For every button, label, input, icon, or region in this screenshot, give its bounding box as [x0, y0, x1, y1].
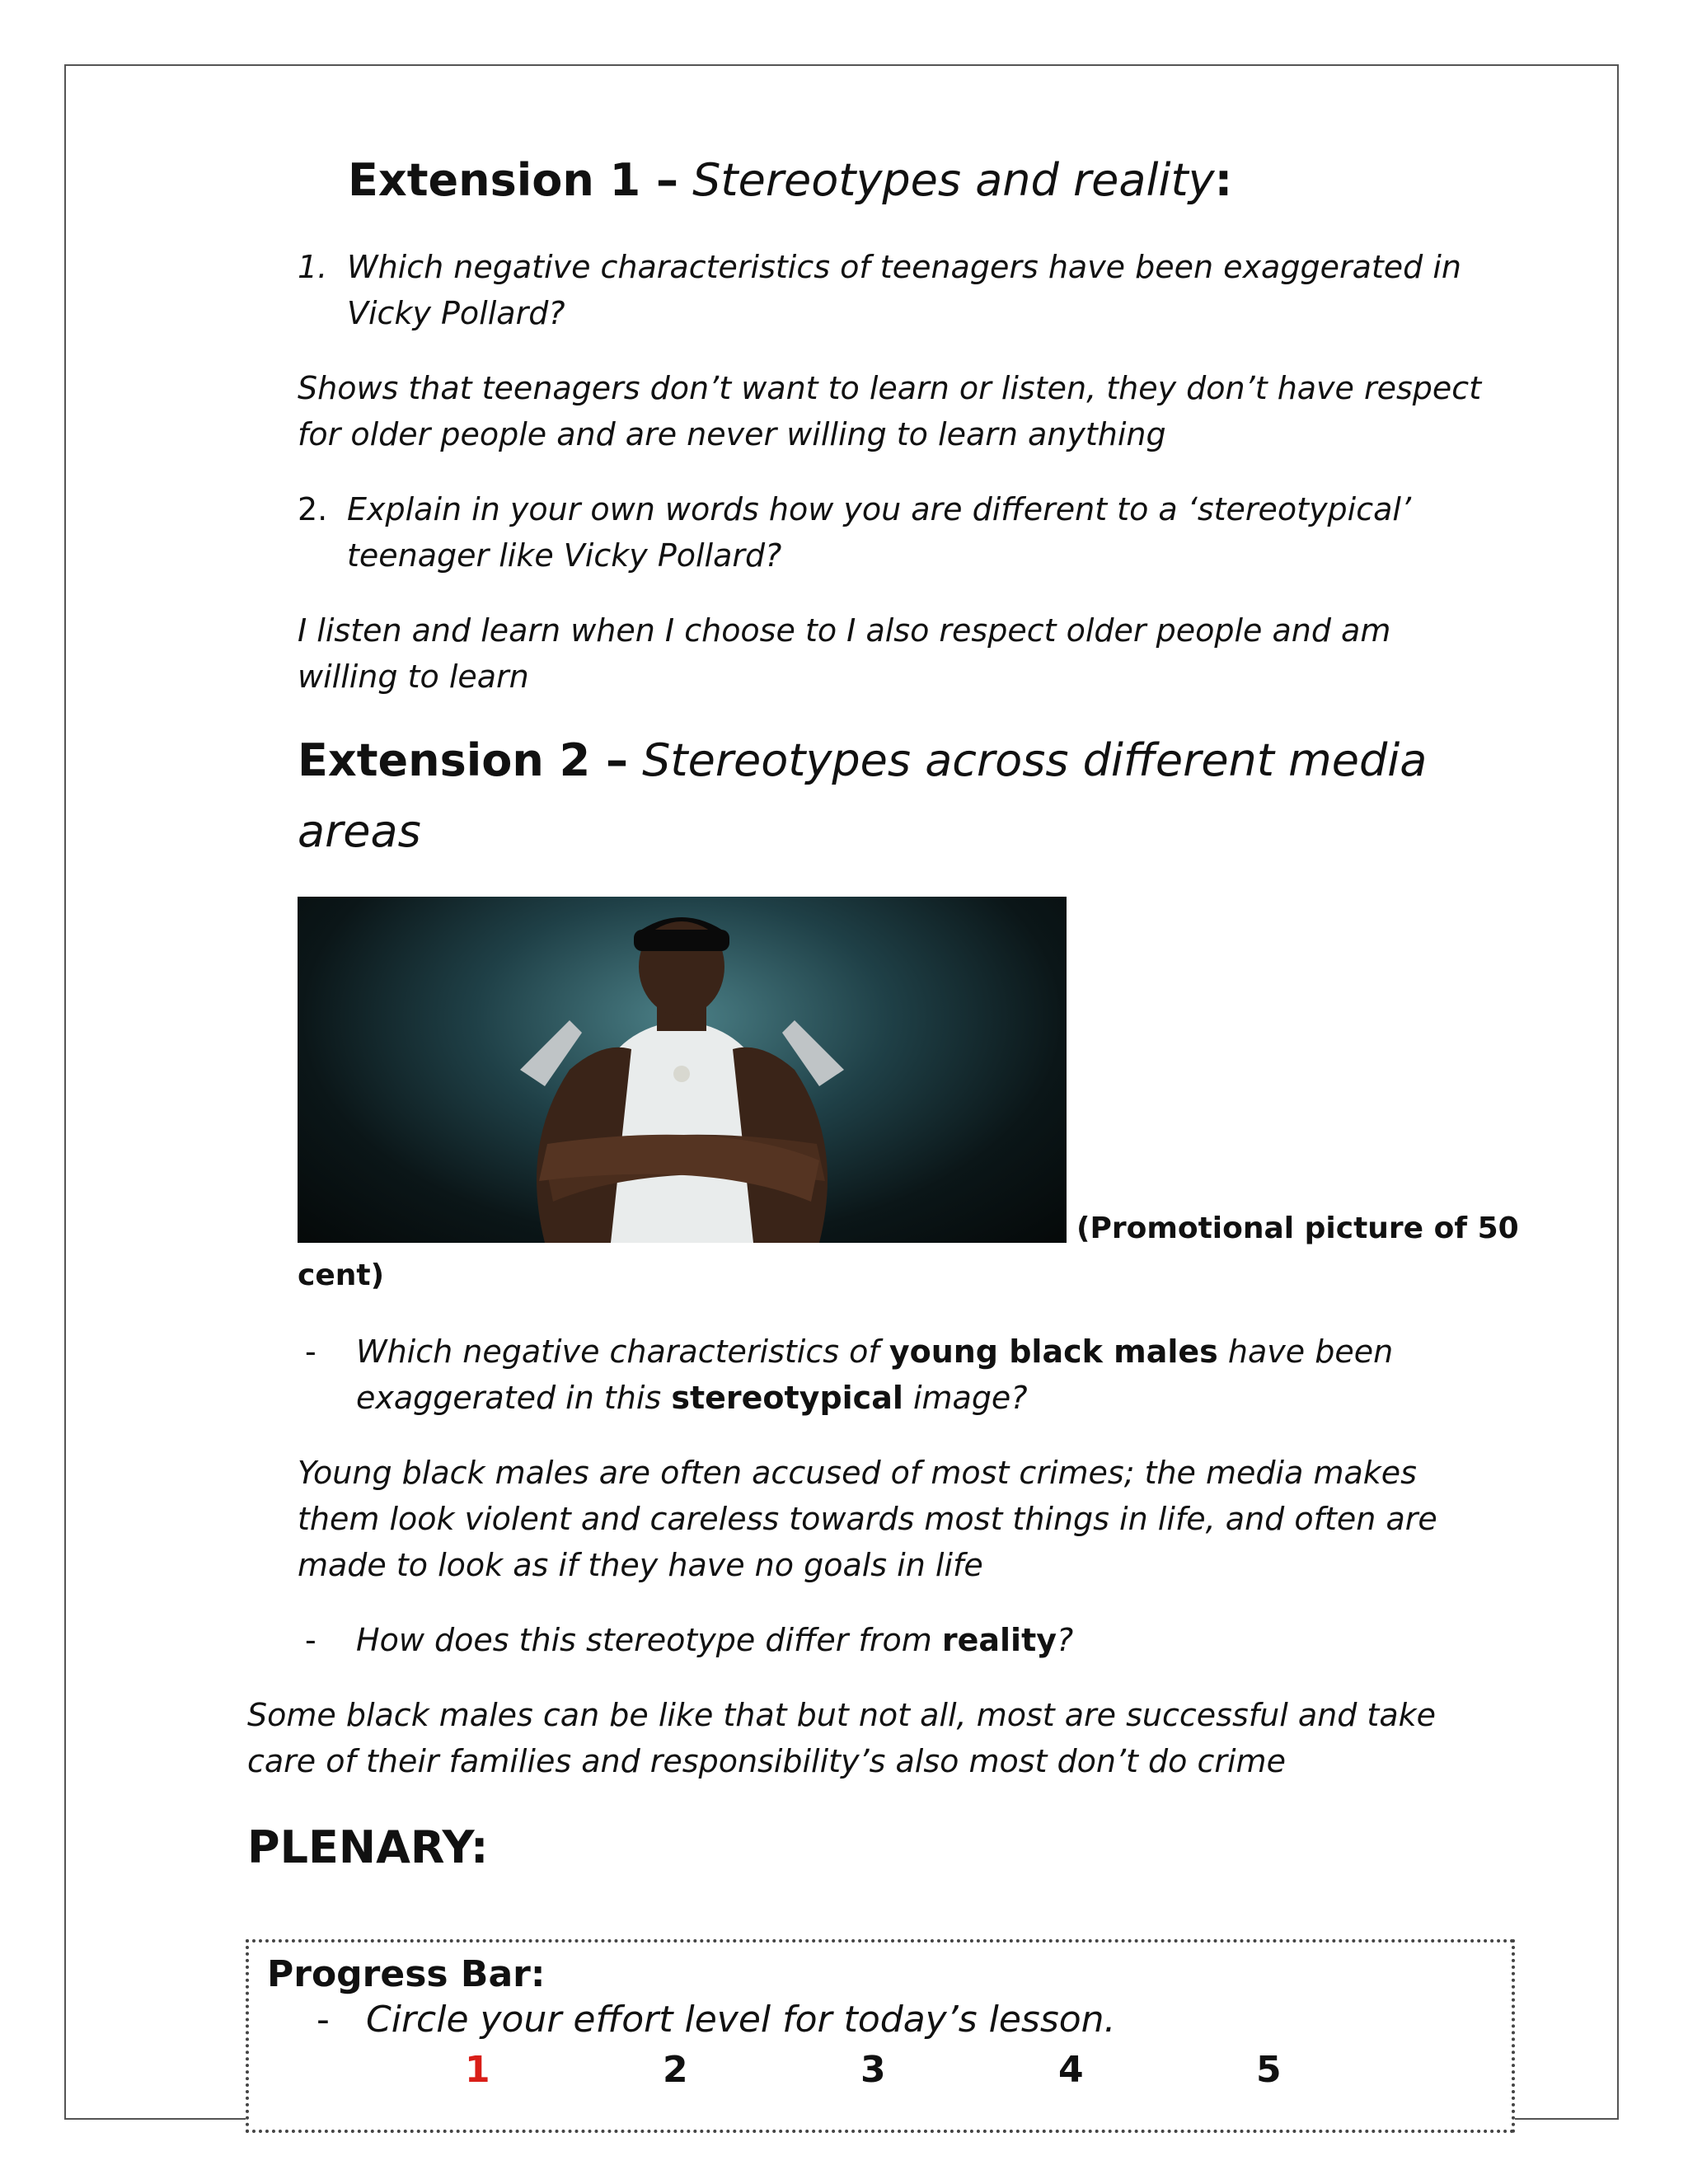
ext1-question-1-cont: Vicky Pollard?	[347, 295, 565, 331]
question-mark: ?	[1057, 1622, 1074, 1658]
effort-rating-3[interactable]: 3	[860, 2049, 886, 2091]
extension-2-label: Extension 2 –	[298, 734, 628, 786]
question-text: Which negative characteristics of teenagers have been exaggerated in	[347, 249, 1461, 285]
ext2-question-2	[305, 1617, 1073, 1663]
ext1-answer-1-line2: for older people and are never willing to learn anything	[298, 416, 1166, 452]
effort-rating-5[interactable]: 5	[1256, 2049, 1282, 2091]
question-number: 2.	[298, 491, 328, 527]
extension-2-heading	[298, 733, 1427, 788]
photo-illustration	[298, 897, 1067, 1243]
question-number: 1.	[298, 249, 328, 285]
bullet-dash: -	[305, 1333, 316, 1370]
ext2-answer-1-line3: made to look as if they have no goals in life	[298, 1547, 983, 1583]
question-text: How does this stereotype differ from	[356, 1622, 932, 1658]
extension-2-subtitle: Stereotypes across different media	[642, 734, 1428, 786]
bullet-dash: -	[305, 1622, 316, 1658]
question-text-end: image?	[912, 1380, 1028, 1416]
instruction-text: Circle your effort level for today’s lesson.	[366, 1999, 1116, 2041]
ext1-question-1	[298, 244, 1461, 290]
ext2-answer-2-line2: care of their families and responsibility’s also most don’t do crime	[247, 1743, 1286, 1779]
plenary-heading: PLENARY:	[247, 1821, 489, 1873]
extension-1-heading	[348, 153, 1232, 208]
effort-rating-1[interactable]: 1	[465, 2049, 490, 2091]
ext2-question-1	[305, 1329, 1393, 1375]
ext1-answer-2-line2: willing to learn	[298, 658, 529, 695]
ext2-answer-1-line2: them look violent and careless towards most things in life, and often are	[298, 1501, 1437, 1537]
extension-2-subtitle-cont: areas	[298, 805, 421, 857]
effort-rating-4[interactable]: 4	[1058, 2049, 1084, 2091]
promotional-photo	[298, 897, 1067, 1243]
question-text-cont: have been	[1227, 1333, 1394, 1370]
ext1-answer-2-line1: I listen and learn when I choose to I also respect older people and am	[298, 612, 1391, 649]
progress-instruction	[316, 1999, 1116, 2041]
extension-1-label: Extension 1 –	[348, 154, 678, 206]
emphasis-text: reality	[941, 1622, 1057, 1658]
ext1-question-2	[298, 486, 1411, 532]
question-text: Explain in your own words how you are different to a ‘stereotypical’	[347, 491, 1412, 527]
emphasis-text: young black males	[889, 1333, 1218, 1370]
ext1-question-2-cont: teenager like Vicky Pollard?	[347, 537, 782, 574]
effort-rating-2[interactable]: 2	[663, 2049, 688, 2091]
extension-1-subtitle: Stereotypes and reality	[692, 154, 1215, 206]
ext2-question-1-cont	[356, 1375, 1027, 1421]
photo-caption: (Promotional picture of 50	[1076, 1212, 1519, 1245]
ext2-answer-1-line1: Young black males are often accused of most crimes; the media makes	[298, 1455, 1417, 1491]
question-text: Which negative characteristics of	[356, 1333, 879, 1370]
progress-bar-title: Progress Bar:	[267, 1953, 546, 1995]
photo-caption-cont: cent)	[298, 1258, 385, 1292]
ext2-answer-2-line1: Some black males can be like that but not all, most are successful and take	[247, 1697, 1436, 1733]
question-text: exaggerated in this	[356, 1380, 662, 1416]
extension-1-colon: :	[1214, 154, 1233, 206]
ext1-answer-1-line1: Shows that teenagers don’t want to learn or listen, they don’t have respect	[298, 370, 1482, 406]
bullet-dash: -	[316, 1999, 330, 2041]
emphasis-text: stereotypical	[671, 1380, 903, 1416]
